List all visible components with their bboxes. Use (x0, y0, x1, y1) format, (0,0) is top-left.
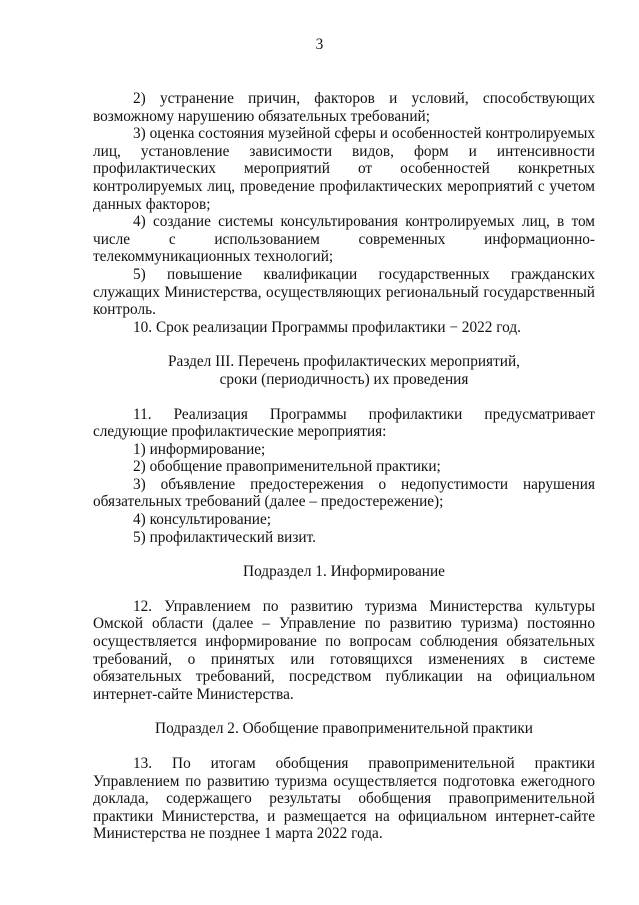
paragraph: 5) профилактический визит. (133, 528, 316, 546)
paragraph: возможному нарушению обязательных требований; (93, 107, 430, 125)
spacer (93, 546, 595, 563)
paragraph: 2) устранение причин, факторов и условий, способствующих (133, 90, 595, 107)
spacer (93, 581, 595, 598)
section-heading: Подраздел 1. Информирование (243, 563, 445, 581)
section-heading: сроки (периодичность) их проведения (219, 370, 469, 388)
paragraph: 5) повышение квалификации государственных гражданских служащих Министерства, осуществляющих региональный государственный контроль. (93, 265, 595, 319)
paragraph: 13. По итогам обобщения правоприменительной практики Управлением по развитию туризма осуществляется подготовка ежегодного доклада, содержащего результаты обобщения правоприменительной практики Министерства, и размещается на официальном интернет-сайте Министерства не позднее 1 марта 2022 года. (93, 755, 595, 843)
document-body (93, 90, 595, 843)
spacer (93, 389, 595, 406)
paragraph: 3) объявление предостережения о недопустимости нарушения обязательных требований (далее – предостережение); (93, 475, 595, 511)
spacer (93, 336, 595, 353)
page-number: 3 (315, 36, 324, 53)
paragraph: 3) оценка состояния музейной сферы и особенностей контролируемых лиц, установление зависимости видов, форм и интенсивности профилактических мероприятий от особенностей конкретных контролируемых лиц, проведение профилактических мероприятий с учетом данных факторов; (93, 125, 595, 213)
paragraph: 4) консультирование; (133, 511, 272, 529)
paragraph: 12. Управлением по развитию туризма Министерства культуры Омской области (далее – Управление по развитию туризма) постоянно осуществляется информирование по вопросам соблюдения обязательных требований, о принятых или готовящихся изменениях в системе обязательных требований, посредством публикации на официальном интернет-сайте Министерства. (93, 597, 595, 703)
paragraph: 2) обобщение правоприменительной практики; (133, 458, 441, 476)
paragraph: 10. Срок реализации Программы профилактики − 2022 год. (133, 318, 521, 336)
spacer (93, 703, 595, 720)
paragraph: 4) создание системы консультирования контролируемых лиц, в том числе с использованием современных информационно-телекоммуникационных технологий; (93, 213, 595, 266)
section-heading: Подраздел 2. Обобщение правоприменительной практики (155, 720, 533, 738)
paragraph: 1) информирование; (133, 440, 266, 458)
section-heading: Раздел III. Перечень профилактических мероприятий, (168, 353, 520, 371)
paragraph: 11. Реализация Программы профилактики предусматривает следующие профилактические мероприятия: (93, 405, 595, 441)
spacer (93, 738, 595, 755)
